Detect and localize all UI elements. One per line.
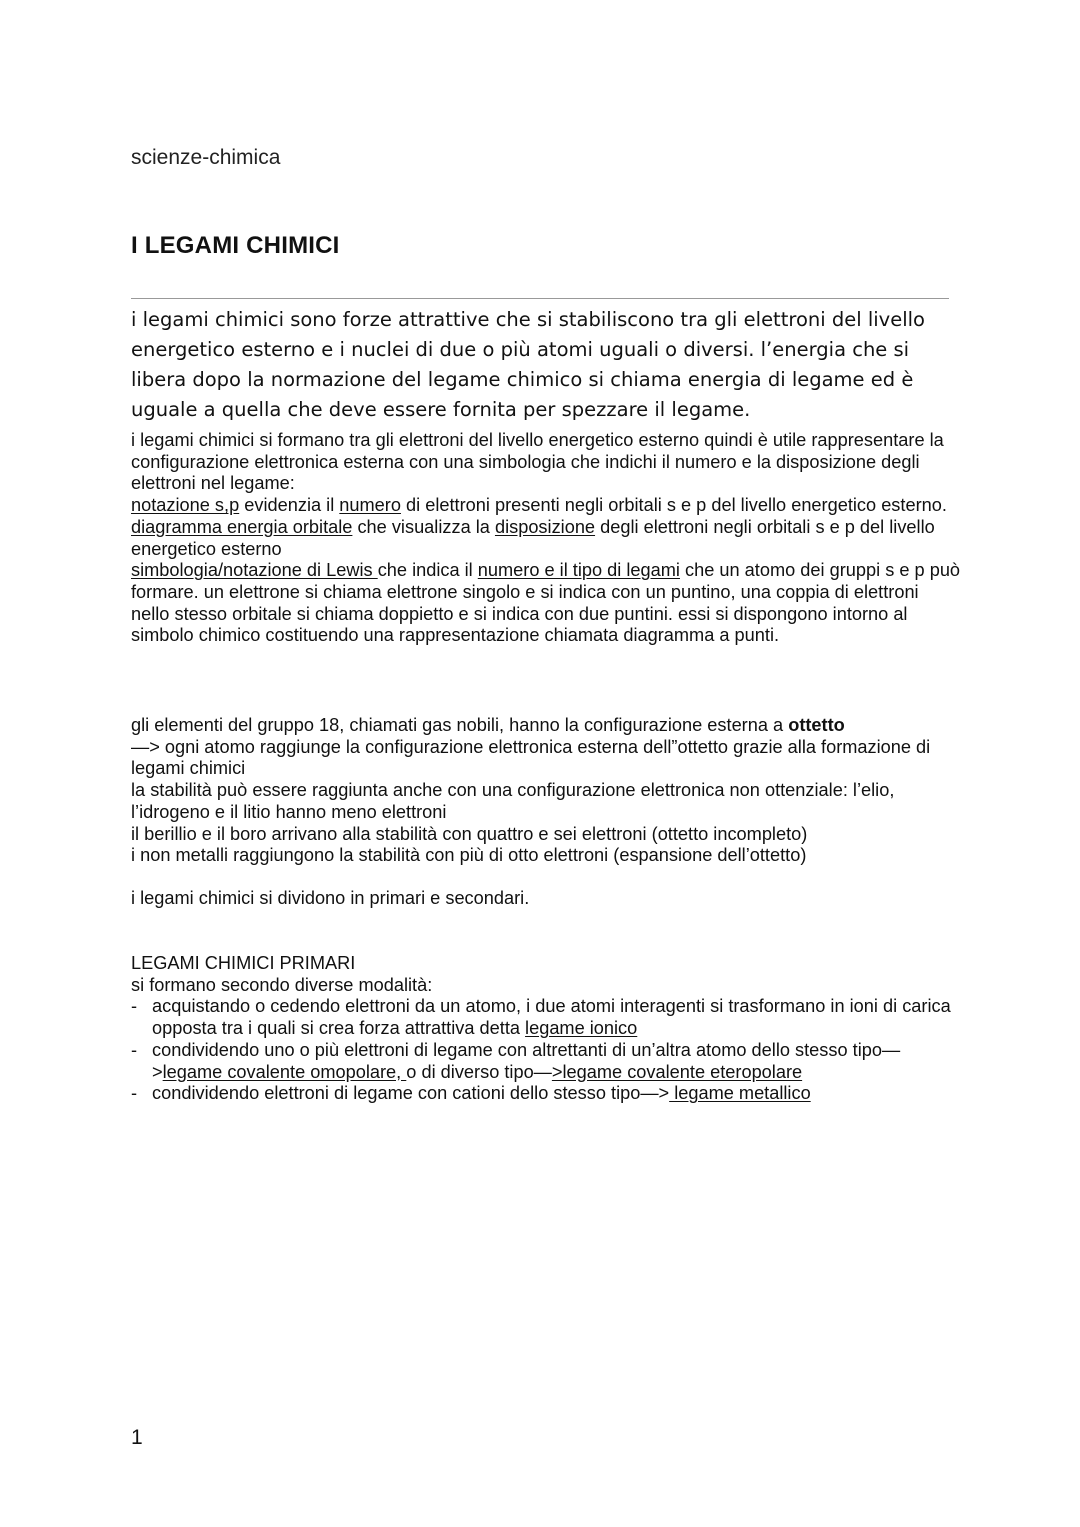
list-item-text: acquistando o cedendo elettroni da un atomo, i due atomi interagenti si trasformano in ioni di carica opposta tra i quali si crea forza attrattiva detta [152,996,951,1039]
item3-text: che indica il [377,560,478,581]
octet-section [131,715,961,867]
subject-header: scienze-chimica [131,146,281,169]
list-item [131,1083,961,1105]
octet-bold-term: ottetto [788,715,845,735]
primary-bonds-section [131,953,961,1105]
keyword-disposizione: disposizione [494,516,596,537]
term-legame-ionico: legame ionico [525,1018,638,1039]
section-lead: si formano secondo diverse modalità: [131,974,433,995]
item1-text-end: di elettroni presenti negli orbitali s e p del livello energetico esterno. [400,495,947,516]
title-divider [131,298,949,299]
item2-text-end: degli elettroni negli orbitali s e p del livello energetico esterno [131,516,935,559]
incomplete-octet-line: il berillio e il boro arrivano alla stabilità con quattro e sei elettroni (ottetto incompleto) [131,823,808,844]
keyword-numero: numero [339,495,401,516]
keyword-numero-tipo-legami: numero e il tipo di legami [477,560,680,581]
octet-text: gli elementi del gruppo 18, chiamati gas nobili, hanno la configurazione esterna a [131,715,789,735]
item1-text: evidenzia il [239,495,340,516]
section-heading: LEGAMI CHIMICI PRIMARI [131,953,356,973]
bullet-dash: - [131,1083,138,1104]
octet-arrow-line: —> ogni atomo raggiunge la configurazione elettronica esterna dell”ottetto grazie alla formazione di legami chimici [131,736,931,779]
list-item-text: condividendo uno o più elettroni di legame con altrettanti di un’altra atomo dello stesso tipo—> [152,1039,901,1082]
term-lewis: simbologia/notazione di Lewis [131,560,378,581]
term-diagramma-energia: diagramma energia orbitale [131,516,353,537]
octet-paragraph [131,715,961,737]
bond-types-list [131,996,961,1105]
page-number: 1 [131,1426,143,1449]
stability-line: la stabilità può essere raggiunta anche con una configurazione elettronica non ottenziale: l’elio, l’idrogeno e il litio hanno meno elettroni [131,780,895,822]
page-title: I LEGAMI CHIMICI [131,232,340,259]
expanded-octet-line: i non metalli raggiungono la stabilità con più di otto elettroni (espansione dell’ottetto) [131,845,807,866]
intro-paragraph: i legami chimici sono forze attrattive che si stabiliscono tra gli elettroni del livello energetico esterno e i nuclei di due o più atomi uguali o diversi. l’energia che si libera dopo la normazione del legame chimico si chiama energia di legame ed è uguale a quella che deve essere fornita per spezzare il legame. [131,308,925,421]
bullet-dash: - [131,1039,138,1060]
term-covalente-omopolare: legame covalente omopolare, [162,1061,407,1082]
list-item [131,996,961,1039]
list-item [131,1040,961,1083]
bullet-dash: - [131,996,138,1017]
bond-classification: i legami chimici si dividono in primari e secondari. [131,888,530,908]
list-item-text: condividendo elettroni di legame con cationi dello stesso tipo—> [152,1083,670,1104]
term-covalente-eteropolare: >legame covalente eteropolare [551,1061,803,1082]
item2-text: che visualizza la [352,516,495,537]
list-item-text-mid: o di diverso tipo— [406,1061,552,1082]
term-legame-metallico: legame metallico [669,1083,811,1104]
term-notazione-sp: notazione s,p [131,495,240,516]
notation-lead: i legami chimici si formano tra gli elettroni del livello energetico esterno quindi è utile rappresentare la configurazione elettronica esterna con una simbologia che indichi il numero e la disposizione degli elettroni nel legame: [131,430,944,494]
notation-section [131,430,961,647]
item3-text-end: che un atomo dei gruppi s e p può formare. un elettrone si chiama elettrone singolo e si indica con un puntino, una coppia di elettroni nello stesso orbitale si chiama doppietto e si indica con due puntini. essi si dispongono intorno al simbolo chimico costituendo una rappresentazione chiamata diagramma a punti. [131,560,961,646]
